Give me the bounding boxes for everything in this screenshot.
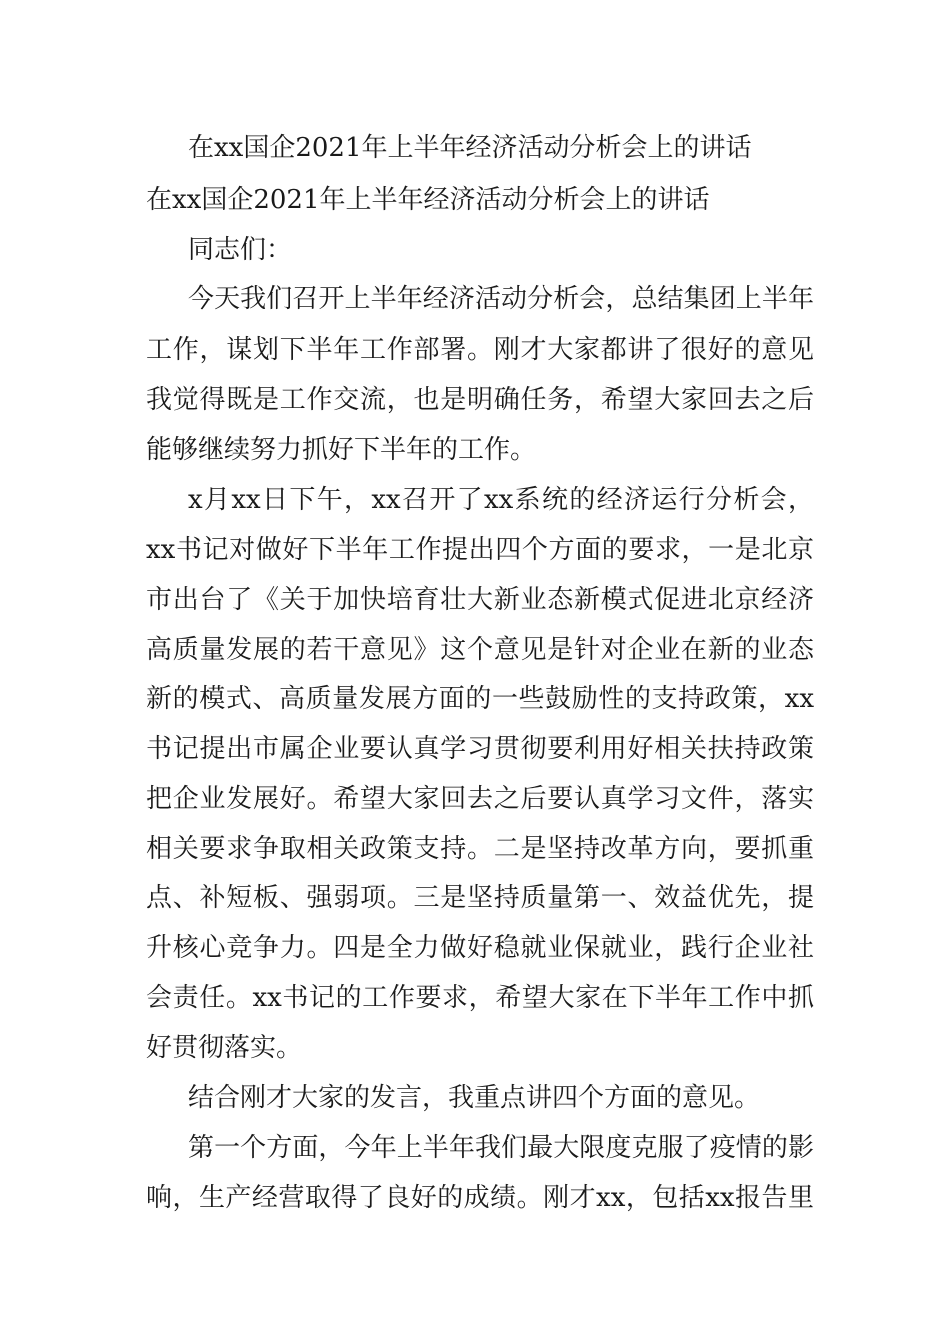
paragraph-line: 能够继续努力抓好下半年的工作。 bbox=[146, 435, 537, 465]
paragraph-line: 点、补短板、强弱项。三是坚持质量第一、效益优先，提 bbox=[146, 883, 814, 913]
paragraph-line: 新的模式、高质量发展方面的一些鼓励性的支持政策，xx bbox=[146, 684, 814, 714]
paragraph-line: 结合刚才大家的发言，我重点讲四个方面的意见。 bbox=[188, 1083, 761, 1113]
paragraph-line: 书记提出市属企业要认真学习贯彻要利用好相关扶持政策 bbox=[146, 734, 814, 764]
paragraph-line: 响，生产经营取得了良好的成绩。刚才xx，包括xx报告里 bbox=[146, 1183, 814, 1213]
document-title-repeat: 在xx国企2021年上半年经济活动分析会上的讲话 bbox=[146, 185, 710, 215]
paragraph-line: 我觉得既是工作交流，也是明确任务，希望大家回去之后 bbox=[146, 385, 814, 415]
document-title: 在xx国企2021年上半年经济活动分析会上的讲话 bbox=[188, 133, 752, 163]
paragraph-line: 把企业发展好。希望大家回去之后要认真学习文件，落实 bbox=[146, 784, 814, 814]
paragraph-line: 市出台了《关于加快培育壮大新业态新模式促进北京经济 bbox=[146, 585, 814, 615]
paragraph-line: 工作，谋划下半年工作部署。刚才大家都讲了很好的意见 bbox=[146, 335, 814, 365]
paragraph-line: xx书记对做好下半年工作提出四个方面的要求，一是北京 bbox=[146, 535, 814, 565]
paragraph-line: 好贯彻落实。 bbox=[146, 1033, 303, 1063]
salutation: 同志们： bbox=[188, 235, 293, 265]
paragraph-line: 会责任。xx书记的工作要求，希望大家在下半年工作中抓 bbox=[146, 983, 814, 1013]
paragraph-line: 相关要求争取相关政策支持。二是坚持改革方向，要抓重 bbox=[146, 834, 814, 864]
paragraph-line: x月xx日下午，xx召开了xx系统的经济运行分析会， bbox=[188, 485, 814, 515]
paragraph-line: 今天我们召开上半年经济活动分析会，总结集团上半年 bbox=[188, 284, 814, 314]
paragraph-line: 升核心竞争力。四是全力做好稳就业保就业，践行企业社 bbox=[146, 933, 814, 963]
paragraph-line: 第一个方面，今年上半年我们最大限度克服了疫情的影 bbox=[188, 1133, 814, 1163]
paragraph-line: 高质量发展的若干意见》这个意见是针对企业在新的业态 bbox=[146, 635, 814, 665]
